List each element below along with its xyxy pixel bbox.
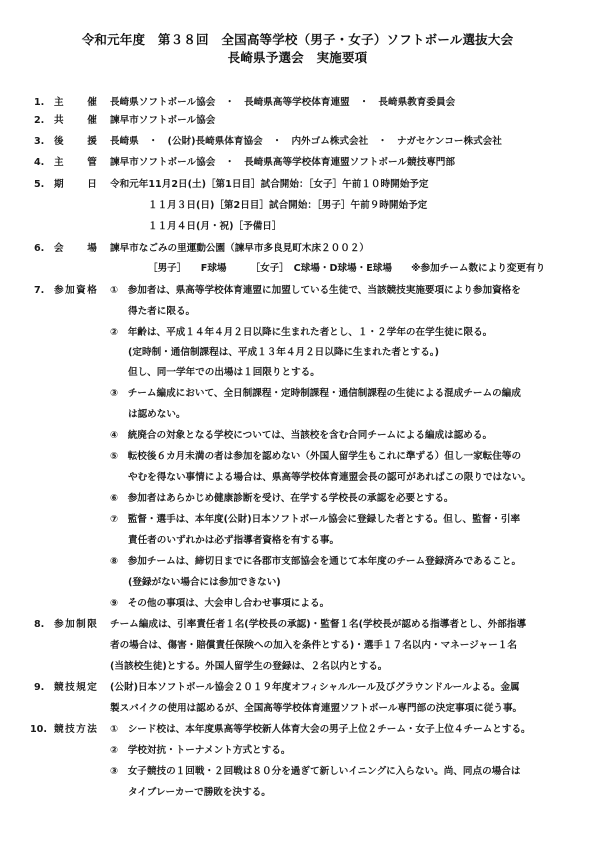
section-number: 10. [30,724,47,735]
section-number: 4. [34,157,45,168]
schedule-day1: 令和元年11月2日(土)［第1日目］試合開始：［女子］午前１０時開始予定 [110,179,429,190]
section-number: 6. [34,243,45,254]
eligibility-line: は認めない。 [128,409,186,420]
section-label: 参加資格 [54,285,99,296]
section-label: 共 催 [54,115,99,126]
eligibility-line: ⑥ 参加者はあらかじめ健康診断を受け、在学する学校長の承認を必要とする。 [110,493,454,504]
section-label: 主 管 [54,157,99,168]
section-number: 5. [34,179,45,190]
method-line: ② 学校対抗・トーナメント方式とする。 [110,745,291,756]
method-line: ③ 女子競技の１回戦・２回戦は８０分を過ぎて新しいイニングに入らない。尚、同点の場合は [110,766,521,777]
section-number: 8. [34,619,45,630]
method-line: タイブレーカーで勝敗を決する。 [128,787,271,798]
section-label: 会 場 [54,243,99,254]
section-text: 諫早市ソフトボール協会 [110,115,216,126]
section-label: 競技規定 [54,682,99,693]
eligibility-line: 但し、同一学年での出場は１回限りとする。 [128,367,320,378]
venue-text: 諫早市なごみの里運動公園（諫早市多良見町木床２００２） [110,243,370,254]
eligibility-line: ⑨ その他の事項は、大会申し合わせ事項による。 [110,598,330,609]
section-number: 9. [34,682,45,693]
section-number: 7. [34,285,45,296]
eligibility-line: ② 年齢は、平成１４年４月２日以降に生まれた者とし、１・２学年の在学生徒に限る。 [110,327,493,338]
document-subtitle: 長崎県予選会 実施要項 [227,50,368,65]
method-line: ① シード校は、本年度県高等学校新人体育大会の男子上位２チーム・女子上位４チームとする。 [110,724,531,735]
section-label: 主 催 [54,97,99,108]
restriction-line: 者の場合は、傷害・賠償責任保険への加入を条件とする)・選手１７名以内・マネージャー１名 [110,640,517,651]
section-text: 長崎県ソフトボール協会 ・ 長崎県高等学校体育連盟 ・ 長崎県教育委員会 [110,97,456,108]
eligibility-line: (登録がない場合には参加できない) [128,577,281,588]
section-number: 3. [34,136,45,147]
eligibility-line: ⑦ 監督・選手は、本年度(公財)日本ソフトボール協会に登録した者とする。但し、監督・引率 [110,514,521,525]
eligibility-line: 得た者に限る。 [128,306,196,317]
rules-line: 製スパイクの使用は認めるが、全国高等学校体育連盟ソフトボール専門部の決定事項に従う事。 [110,703,523,714]
eligibility-line: ③ チーム編成において、全日制課程・定時制課程・通信制課程の生徒による混成チームの編成 [110,388,521,399]
section-label: 競技方法 [54,724,99,735]
restriction-line: (当該校生徒)とする。外国人留学生の登録は、２名以内とする。 [110,661,388,672]
schedule-reserve-day: １１月４日(月・祝)［予備日］ [148,221,282,232]
section-number: 2. [34,115,45,126]
schedule-day2: １１月３日(日)［第2日目］試合開始：［男子］午前９時開始予定 [148,200,428,211]
eligibility-line: (定時制・通信制課程は、平成１３年４月２日以降に生まれた者とする。) [128,347,439,358]
section-text: 長崎県 ・ (公財)長崎県体育協会 ・ 内外ゴム株式会社 ・ ナガセケンコー株式会社 [110,136,502,147]
eligibility-line: 責任者のいずれかは必ず指導者資格を有する事。 [128,535,340,546]
eligibility-line: ④ 統廃合の対象となる学校については、当該校を含む合同チームによる編成は認める。 [110,430,493,441]
eligibility-line: ① 参加者は、県高等学校体育連盟に加盟している生徒で、当該競技実施要項により参加資格を [110,285,521,296]
section-label: 後 援 [54,136,99,147]
eligibility-line: ⑤ 転校後６カ月未満の者は参加を認めない（外国人留学生もこれに準ずる）但し一家転住等の [110,451,522,462]
rules-line: (公財)日本ソフトボール協会２０１９年度オフィシャルルール及びグラウンドルールよる。金属 [110,682,520,693]
section-text: 諫早市ソフトボール協会 ・ 長崎県高等学校体育連盟ソフトボール競技専門部 [110,157,455,168]
section-label: 参加制限 [54,619,99,630]
venue-fields: ［男子］ F球場 ［女子］ C球場・D球場・E球場 ※参加チーム数により変更有り [148,263,546,274]
eligibility-line: ⑧ 参加チームは、締切日までに各郡市支部協会を通じて本年度のチーム登録済みであること。 [110,556,522,567]
section-number: 1. [34,97,45,108]
restriction-line: チーム編成は、引率責任者１名(学校長の承認)・監督１名(学校長が認める指導者とし、外部指導 [110,619,527,630]
eligibility-line: やむを得ない事情による場合は、県高等学校体育連盟会長の認可があればこの限りではない。 [128,472,531,483]
document-title: 令和元年度 第３８回 全国高等学校（男子・女子）ソフトボール選抜大会 [81,32,514,47]
section-label: 期 日 [54,179,99,190]
